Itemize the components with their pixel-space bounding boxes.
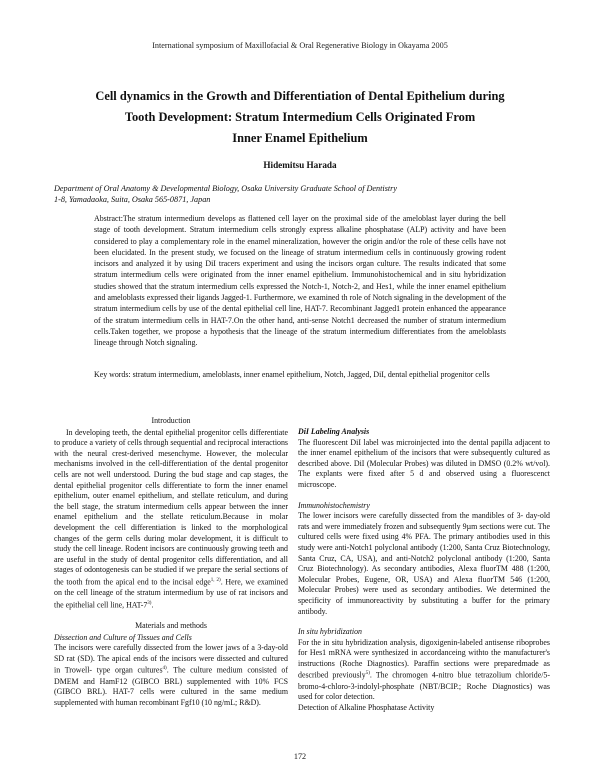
affiliation <box>54 183 554 205</box>
introduction-paragraph <box>54 428 288 611</box>
immunohistochemistry-heading: Immunohistochemistry <box>298 500 370 510</box>
methods-citation: 4) <box>162 666 167 672</box>
methods-text-2: . The culture medium consisted of DMEM and HamF12 (GIBCO BRL) supplemented with 10% FCS (GIBCO BRL). HAT-7 cells were cultured in the same medium supplemented with human recombinant Fgf10 (10 ng/mL; R&D). <box>54 665 288 707</box>
abstract: Abstract:The stratum intermedium develops as flattened cell layer on the proximal side of the ameloblast layer during the bell stage of tooth development. Stratum intermedium cells strongly express alkaline phosphatase (ALP) activity and have been considered to play a complementary role in the enamel mineralization, however the origin and/or the role of these cells have not been elucidated. In the present study, we focused on the lineage of stratum intermedium cells in continuously growing rodent incisors and analyzed it by using DiI tracers experiment and using the incisors organ culture. The results indicated that some stratum intermedium cells were originated from the inner enamel epithelium. Immunohistochemical and in situ hybridization studies showed that the stratum intermedium cells expressed the Notch-1, Notch-2, and Hes1, while the inner enamel epithelium and ameloblasts expressed their ligands Jagged-1. Furthermore, we examined th role of Notch signaling in the development of the stratum intermedium cells by use of the dental epithelial cell line, HAT-7. Recombinant Jagged1 protein enhanced the appearance of the stratum intermedium cells in HAT-7.On the other hand, anti-sense Notch1 decreased the number of stratum intermedium cells.Taken together, we propose a hypothesis that the lineage of the stratum intermedium differentiates from the ameloblasts lineage through Notch signaling. <box>94 214 506 348</box>
in-situ-paragraph <box>298 638 550 703</box>
immunohistochemistry-paragraph: The lower incisors were carefully dissected from the mandibles of 3- day-old rats and were immediately frozen and subsequently 9µm sections were cut. The cultured cells were fixed using 4% PFA. The primary antibodies used in this study were anti-Notch1 polyclonal antibody (1:200, Santa Cruz Biotechnology, Santa Cruz, CA, USA), and anti-Notch2 polyclonal antibody (1:200, Santa Cruz Biotechnology). As secondary antibodies, Alexa fluorTM 488 (1:200, Molecular Probes, Eugene, OR, USA) and Alexa fluorTM 546 (1:200, Molecular Probes) were used as secondary antibodies. We determined the specificity of immunoreactivity by substituting a buffer for the primary antibody. <box>298 511 550 616</box>
title-line-3: Inner Enamel Epithelium <box>232 131 368 145</box>
methods-heading: Materials and methods <box>135 620 207 630</box>
methods-text: The incisors were carefully dissected from the lower jaws of a 3-day-old SD rat (SD). The apical ends of the incisors were dissected and cultured in Trowell- type organ cultures <box>54 643 288 675</box>
dissection-subheading: Dissection and Culture of Tissues and Cells <box>54 632 192 642</box>
title-line-2: Tooth Development: Stratum Intermedium Cells Originated From <box>124 110 476 124</box>
intro-citation-1: 1, 2) <box>210 577 221 583</box>
intro-text-end: . <box>151 600 154 610</box>
intro-text-2: . Here, we examined on the cell lineage of the stratum intermedium by use of rat incisors and the epithelial cell line, HAT-7 <box>54 577 288 610</box>
alp-heading: Detection of Alkaline Phosphatase Activity <box>298 702 435 712</box>
paper-title <box>40 86 560 149</box>
title-line-1: Cell dynamics in the Growth and Differentiation of Dental Epithelium during <box>95 89 505 103</box>
right-column <box>298 427 550 713</box>
intro-citation-2: 3) <box>147 600 152 606</box>
dil-heading: DiI Labeling Analysis <box>298 427 370 436</box>
in-situ-text: For the in situ hybridization analysis, digoxigenin-labeled antisense riboprobes for Hes1 mRNA were synthesized in accordanceing withto the manufacturer's instructions (Roche Diagnostics). Paraffin sections were preparedmade as described previously <box>298 637 550 681</box>
intro-text: In developing teeth, the dental epithelial progenitor cells differentiate to produce a variety of cells through sequential and reciprocal interactions with the neural crest-derived mesenchyme. However, the molecular mechanisms involved in the cell-differentiation of the dental progenitor cells are not well understood. During the bud stage and cap stages, the dental epithelial progenitor cells differentiate to form the inner enamel epithelium, outer enamel epithelium, and stellate reticulum, and during the bell stage, the stratum intermedium cells appear between the inner enamel epithelium and the stellate reticulum.Because in molar development the cell differentiation is linked to the morphological changes of the germ cells during molar development, it is difficult to study the cell lineage. Rodent incisors are continuously growing teeth and are useful in the study of dental progenitor cells differentiation, and all stages of odontogenesis can be studied if we prepare the serial sections of the tooth from the apical end to the incisal edge <box>54 427 288 587</box>
running-header: International symposium of Maxillofacial & Oral Regenerative Biology in Okayama 2005 <box>152 41 448 50</box>
methods-paragraph <box>54 643 288 708</box>
page-number: 172 <box>293 752 307 761</box>
in-situ-citation: 5) <box>365 671 370 677</box>
affiliation-line-2: 1-8, Yamadaoka, Suita, Osaka 565-0871, Japan <box>54 195 211 204</box>
keywords: Key words: stratum intermedium, ameloblasts, inner enamel epithelium, Notch, Jagged, DiI, dental epithelial progenitor cells <box>94 370 490 379</box>
dil-paragraph: The fluorescent DiI label was microinjected into the dental papilla adjacent to the inner enamel epithelium of the incisors that were subsequently cultured as described above. DiI (Molecular Probes) was diluted in DMSO (0.2% wt/vol). The explants were fixed after 5 d and observed using a fluorescenct microscope. <box>298 437 550 489</box>
affiliation-line-1: Department of Oral Anatomy & Developmental Biology, Osaka University Graduate School of Dentistry <box>54 184 397 193</box>
author-name: Hidemitsu Harada <box>263 160 337 170</box>
in-situ-heading: In situ hybridization <box>298 627 363 637</box>
introduction-heading: Introduction <box>151 416 191 425</box>
in-situ-text-2: . The chromogen 4-nitro blue tetrazolium chloride/5-bromo-4-chloro-3-indolyl-phosphate (NBT/BCIP.; Roche Diagnostics) was used for color detection. <box>298 671 550 702</box>
left-column <box>54 416 288 708</box>
